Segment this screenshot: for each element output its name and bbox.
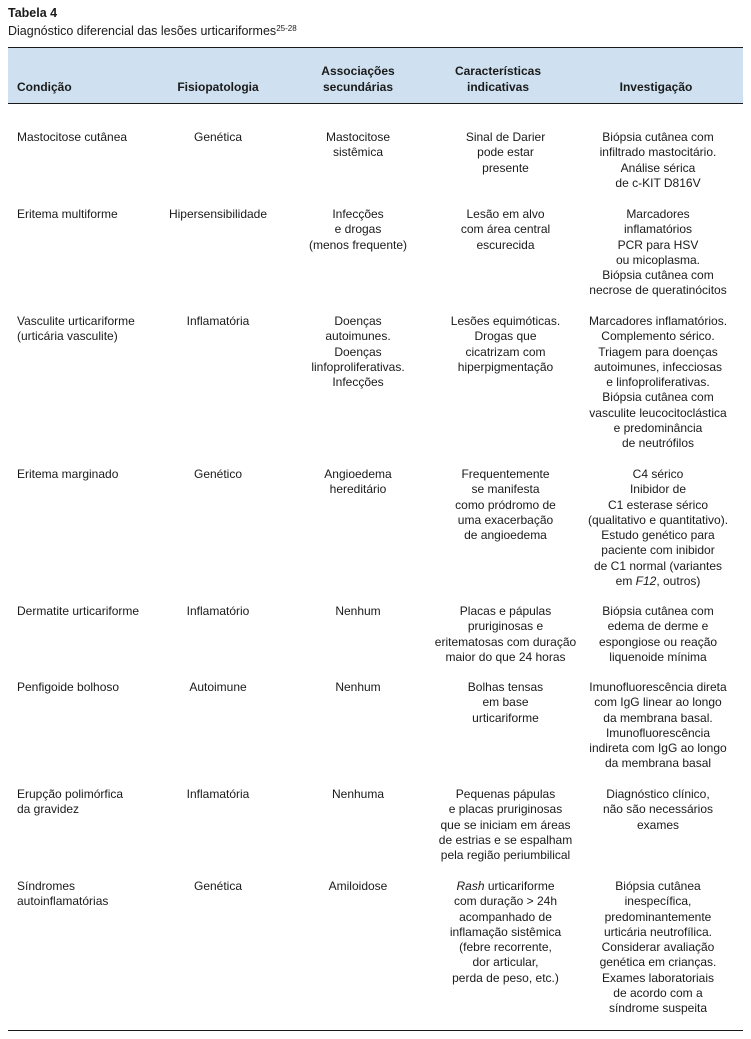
cell-caracteristicas: Bolhas tensas em base urticariforme [467, 680, 544, 725]
cell-fisiopatologia: Genética [193, 130, 243, 144]
cell-associacoes: Nenhum [335, 604, 381, 618]
cell-condicao: Dermatite urticariforme [17, 604, 140, 618]
cell-investigacao-text: C4 sérico Inibidor de C1 esterase sérico (qualitativo e quantitativo). Estudo genético para paciente com inibidor de C1 normal (variantes em F12, outros) [587, 467, 729, 589]
cell-caracteristicas: Pequenas pápulas e placas pruriginosas que se iniciam em áreas de estrias e se espalham pela região periumbilical [438, 787, 573, 863]
cell-fisiopatologia: Genético [193, 467, 243, 481]
header-fisiopatologia: Fisiopatologia [177, 80, 259, 94]
cell-caracteristicas: Rash urticariforme com duração > 24h acompanhado de inflamação sistêmica (febre recorrente, dor articular, perda de peso, etc.) [449, 879, 562, 985]
cell-associacoes: Amiloidose [328, 879, 388, 893]
cell-caracteristicas: Placas e pápulas pruriginosas e eritematosas com duração maior do que 24 horas [434, 604, 577, 664]
cell-associacoes: Nenhuma [331, 787, 385, 801]
cell-caracteristicas: Lesão em alvo com área central escurecida [460, 207, 551, 252]
cell-investigacao: Marcadores inflamatórios PCR para HSV ou micoplasma. Biópsia cutânea com necrose de queratinócitos [589, 207, 727, 298]
table-bottom-rule [8, 1030, 743, 1031]
cell-associacoes: Angioedema hereditário [324, 467, 392, 497]
cell-fisiopatologia: Genética [193, 879, 243, 893]
cell-investigacao: Diagnóstico clínico, não são necessários exames [602, 787, 714, 832]
table-title-text: Diagnóstico diferencial das lesões urticariformes [8, 24, 277, 38]
cell-investigacao: Marcadores inflamatórios. Complemento sérico. Triagem para doenças autoimunes, infecciosas e linfoproliferativas. Biópsia cutânea com vasculite leucocitoclástica e predominância de neutrófilos [588, 314, 728, 451]
header-condicao: Condição [17, 80, 72, 94]
cell-condicao: Síndromes autoinflamatórias [17, 879, 109, 909]
table-label: Tabela 4 [8, 6, 58, 20]
cell-associacoes: Nenhum [335, 680, 381, 694]
cell-condicao: Eritema marginado [17, 467, 119, 481]
cell-caracteristicas: Sinal de Darier pode estar presente [465, 130, 546, 175]
cell-fisiopatologia: Hipersensibilidade [168, 207, 268, 221]
cell-investigacao: Biópsia cutânea com infiltrado mastocitário. Análise sérica de c-KIT D816V [599, 130, 717, 190]
cell-investigacao: Imunofluorescência direta com IgG linear ao longo da membrana basal. Imunofluorescência indireta com IgG ao longo da membrana basal [589, 680, 727, 771]
cell-investigacao [578, 467, 738, 589]
header-investigacao: Investigação [619, 80, 693, 94]
cell-fisiopatologia: Inflamatória [186, 314, 250, 328]
cell-fisiopatologia: Inflamatória [186, 787, 250, 801]
table-title-refs: 25-28 [276, 24, 297, 33]
cell-fisiopatologia: Autoimune [189, 680, 247, 694]
cell-condicao: Mastocitose cutânea [17, 130, 128, 144]
cell-condicao: Eritema multiforme [17, 207, 118, 221]
cell-investigacao: Biópsia cutânea inespecífica, predominantemente urticária neutrofílica. Considerar avaliação genética em crianças. Exames laboratoriais de acordo com a síndrome suspeita [599, 879, 717, 1016]
table-title [8, 21, 743, 39]
cell-condicao: Vasculite urticariforme (urticária vasculite) [17, 314, 135, 344]
cell-condicao: Erupção polimórfica da gravidez [17, 787, 124, 817]
cell-associacoes: Infecções e drogas (menos frequente) [308, 207, 408, 252]
cell-fisiopatologia: Inflamatório [186, 604, 250, 618]
cell-associacoes: Mastocitose sistêmica [325, 130, 391, 160]
cell-caracteristicas: Lesões equimóticas. Drogas que cicatrizam com hiperpigmentação [450, 314, 561, 374]
header-associacoes: Associações secundárias [321, 64, 395, 94]
italic-term: Rash [456, 879, 485, 893]
cell-condicao: Penfigoide bolhoso [17, 680, 120, 694]
cell-caracteristicas: Frequentemente se manifesta como pródromo de uma exacerbação de angioedema [455, 467, 556, 543]
cell-investigacao: Biópsia cutânea com edema de derme e espongiose ou reação liquenoide mínima [598, 604, 718, 664]
italic-term: F12 [635, 574, 657, 589]
table-caption [8, 5, 743, 39]
header-caracteristicas: Características indicativas [454, 64, 542, 94]
cell-associacoes: Doenças autoimunes. Doenças linfoproliferativas. Infecções [311, 314, 405, 390]
table-header [8, 48, 743, 104]
